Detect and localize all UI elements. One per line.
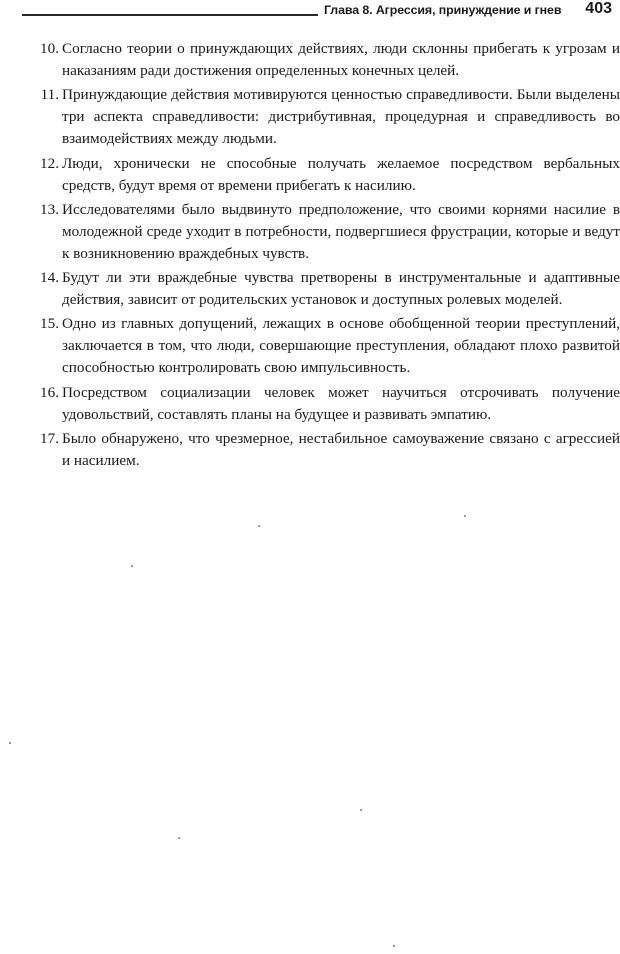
scan-speck <box>360 809 362 811</box>
item-number: 15. <box>40 315 59 333</box>
list-item <box>30 84 620 150</box>
page-header <box>0 0 620 24</box>
scan-speck <box>464 515 466 517</box>
item-number: 11. <box>40 86 59 104</box>
item-text: Будут ли эти враждебные чувства претворены в инструментальные и адаптивные действия, зависит от родительских установок и доступных ролевых моделей. <box>62 269 620 309</box>
item-text: Принуждающие действия мотивируются ценностью справедливости. Были выделены три аспекта справедливости: дистрибутивная, процедурная и справедливость во взаимодействиях между людьми. <box>62 86 620 148</box>
summary-list <box>30 38 620 474</box>
item-text: Люди, хронически не способные получать желаемое посредством вербальных средств, будут время от времени прибегать к насилию. <box>62 154 620 194</box>
scan-speck <box>178 837 180 839</box>
item-text: Одно из главных допущений, лежащих в основе обобщенной теории преступлений, заключается в том, что люди, совершающие преступления, обладают плохо развитой способностью контролировать свою импульсивность. <box>62 315 620 377</box>
item-number: 12. <box>40 154 59 172</box>
list-item <box>30 313 620 379</box>
header-rule <box>22 14 318 16</box>
scan-speck <box>131 565 133 567</box>
item-number: 16. <box>40 383 59 401</box>
item-text: Было обнаружено, что чрезмерное, нестабильное самоуважение связано с агрессией и насилием. <box>62 430 620 470</box>
list-item <box>30 199 620 265</box>
list-item <box>30 153 620 197</box>
chapter-title: Глава 8. Агрессия, принуждение и гнев <box>324 3 562 17</box>
list-item <box>30 267 620 311</box>
item-text: Исследователями было выдвинуто предположение, что своими корнями насилие в молодежной среде уходит в потребности, подвергшиеся фрустрации, которые и ведут к возникновению враждебных чувств. <box>62 200 620 262</box>
item-text: Согласно теории о принуждающих действиях, люди склонны прибегать к угрозам и наказаниям ради достижения определенных конечных целей. <box>62 40 620 79</box>
list-item <box>30 428 620 472</box>
item-text: Посредством социализации человек может научиться отсрочивать получение удовольствий, составлять планы на будущее и развивать эмпатию. <box>62 383 620 423</box>
scan-speck <box>258 525 260 527</box>
item-number: 17. <box>40 430 59 448</box>
scan-speck <box>393 945 395 947</box>
scan-speck <box>9 742 11 744</box>
item-number: 13. <box>40 200 59 218</box>
list-item <box>30 382 620 426</box>
item-number: 10. <box>40 40 59 57</box>
item-number: 14. <box>40 269 59 287</box>
page-number: 403 <box>585 0 612 17</box>
list-item <box>30 38 620 82</box>
